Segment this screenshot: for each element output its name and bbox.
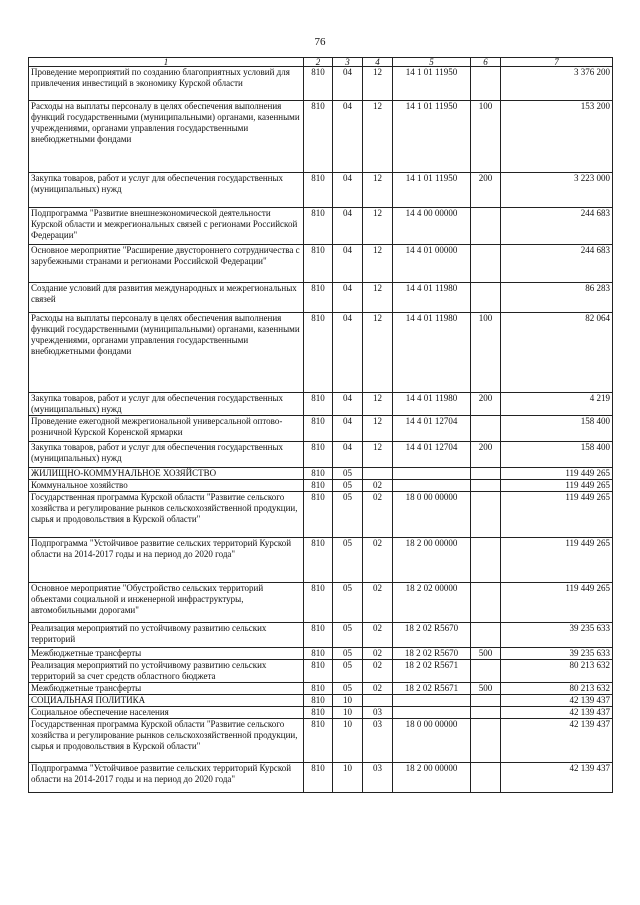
amount: 244 683 <box>501 208 613 245</box>
table-row <box>29 416 613 442</box>
expense-type-code <box>471 480 501 492</box>
row-name: Закупка товаров, работ и услуг для обеспечения государственных (муниципальных) нужд <box>29 173 304 208</box>
expense-type-code <box>471 468 501 480</box>
row-name: Государственная программа Курской области "Развитие сельского хозяйства и регулирование рынков сельскохозяйственной продукции, сырья и продовольствия в Курской области" <box>29 492 304 538</box>
table-row <box>29 683 613 695</box>
expense-type-code <box>471 416 501 442</box>
target-article-code: 18 2 02 R5670 <box>393 648 471 660</box>
target-article-code: 18 2 02 R5671 <box>393 683 471 695</box>
ministry-code: 810 <box>304 468 333 480</box>
subsection-code: 12 <box>363 245 393 283</box>
section-code: 04 <box>333 101 363 173</box>
section-code: 05 <box>333 660 363 683</box>
table-row <box>29 283 613 313</box>
subsection-code: 03 <box>363 763 393 793</box>
ministry-code: 810 <box>304 660 333 683</box>
expense-type-code: 500 <box>471 648 501 660</box>
table-row <box>29 313 613 393</box>
table-row <box>29 695 613 707</box>
ministry-code: 810 <box>304 416 333 442</box>
subsection-code: 02 <box>363 683 393 695</box>
ministry-code: 810 <box>304 313 333 393</box>
section-code: 05 <box>333 538 363 583</box>
ministry-code: 810 <box>304 208 333 245</box>
section-code: 05 <box>333 480 363 492</box>
expense-type-code <box>471 283 501 313</box>
row-name: Реализация мероприятий по устойчивому развитию сельских территорий за счет средств областного бюджета <box>29 660 304 683</box>
subsection-code: 02 <box>363 623 393 648</box>
amount: 158 400 <box>501 442 613 468</box>
ministry-code: 810 <box>304 442 333 468</box>
target-article-code: 18 2 00 00000 <box>393 763 471 793</box>
subsection-code: 02 <box>363 648 393 660</box>
column-header: 5 <box>393 58 471 67</box>
target-article-code <box>393 480 471 492</box>
subsection-code: 02 <box>363 480 393 492</box>
subsection-code <box>363 468 393 480</box>
subsection-code: 12 <box>363 283 393 313</box>
target-article-code <box>393 468 471 480</box>
section-code: 04 <box>333 173 363 208</box>
column-header: 7 <box>501 58 613 67</box>
table-row <box>29 583 613 623</box>
target-article-code: 18 2 02 R5671 <box>393 660 471 683</box>
target-article-code <box>393 707 471 719</box>
table-row <box>29 468 613 480</box>
subsection-code: 12 <box>363 393 393 416</box>
table-row <box>29 245 613 283</box>
row-name: Проведение мероприятий по созданию благоприятных условий для привлечения инвестиций в экономику Курской области <box>29 67 304 101</box>
target-article-code: 14 4 01 00000 <box>393 245 471 283</box>
expense-type-code: 500 <box>471 683 501 695</box>
row-name: Реализация мероприятий по устойчивому развитию сельских территорий <box>29 623 304 648</box>
expense-type-code <box>471 67 501 101</box>
expense-type-code <box>471 208 501 245</box>
column-number-row <box>29 58 613 67</box>
expense-type-code: 200 <box>471 173 501 208</box>
ministry-code: 810 <box>304 283 333 313</box>
amount: 42 139 437 <box>501 763 613 793</box>
table-row <box>29 719 613 763</box>
subsection-code: 12 <box>363 208 393 245</box>
amount: 42 139 437 <box>501 695 613 707</box>
section-code: 05 <box>333 468 363 480</box>
section-code: 05 <box>333 648 363 660</box>
amount: 39 235 633 <box>501 648 613 660</box>
row-name: Создание условий для развития международных и межрегиональных связей <box>29 283 304 313</box>
ministry-code: 810 <box>304 763 333 793</box>
subsection-code: 02 <box>363 660 393 683</box>
subsection-code: 12 <box>363 416 393 442</box>
subsection-code: 03 <box>363 719 393 763</box>
ministry-code: 810 <box>304 393 333 416</box>
section-code: 04 <box>333 442 363 468</box>
section-code: 04 <box>333 245 363 283</box>
row-name: Расходы на выплаты персоналу в целях обеспечения выполнения функций государственными (муниципальными) органами, казенными учреждениями, органами управления государственными внебюджетными фондами <box>29 101 304 173</box>
row-name: Проведение ежегодной межрегиональной универсальной оптово-розничной Курской Коренской ярмарки <box>29 416 304 442</box>
expense-type-code <box>471 623 501 648</box>
expense-type-code <box>471 763 501 793</box>
subsection-code: 02 <box>363 492 393 538</box>
target-article-code: 14 4 01 11980 <box>393 283 471 313</box>
page-number: 76 <box>314 36 326 48</box>
expense-type-code <box>471 492 501 538</box>
amount: 119 449 265 <box>501 468 613 480</box>
row-name: СОЦИАЛЬНАЯ ПОЛИТИКА <box>29 695 304 707</box>
row-name: Коммунальное хозяйство <box>29 480 304 492</box>
amount: 119 449 265 <box>501 538 613 583</box>
expense-type-code <box>471 660 501 683</box>
target-article-code: 14 1 01 11950 <box>393 173 471 208</box>
amount: 153 200 <box>501 101 613 173</box>
row-name: Межбюджетные трансферты <box>29 683 304 695</box>
column-header: 4 <box>363 58 393 67</box>
section-code: 10 <box>333 707 363 719</box>
expense-type-code: 100 <box>471 101 501 173</box>
section-code: 04 <box>333 416 363 442</box>
target-article-code: 14 1 01 11950 <box>393 101 471 173</box>
amount: 86 283 <box>501 283 613 313</box>
amount: 80 213 632 <box>501 683 613 695</box>
amount: 42 139 437 <box>501 707 613 719</box>
row-name: Расходы на выплаты персоналу в целях обеспечения выполнения функций государственными (муниципальными) органами, казенными учреждениями, органами управления государственными внебюджетными фондами <box>29 313 304 393</box>
section-code: 04 <box>333 313 363 393</box>
table-row <box>29 173 613 208</box>
target-article-code: 14 4 01 11980 <box>393 313 471 393</box>
column-header: 3 <box>333 58 363 67</box>
target-article-code: 14 1 01 11950 <box>393 67 471 101</box>
amount: 119 449 265 <box>501 583 613 623</box>
section-code: 05 <box>333 623 363 648</box>
expense-type-code <box>471 538 501 583</box>
ministry-code: 810 <box>304 101 333 173</box>
target-article-code: 14 4 01 12704 <box>393 442 471 468</box>
budget-table <box>28 57 613 793</box>
table-row <box>29 101 613 173</box>
row-name: Подпрограмма "Развитие внешнеэкономической деятельности Курской области и межрегиональных связей с регионами Российской Федерации" <box>29 208 304 245</box>
ministry-code: 810 <box>304 695 333 707</box>
row-name: Подпрограмма "Устойчивое развитие сельских территорий Курской области на 2014-2017 годы и на период до 2020 года" <box>29 763 304 793</box>
expense-type-code: 200 <box>471 393 501 416</box>
amount: 119 449 265 <box>501 480 613 492</box>
row-name: Основное мероприятие "Расширение двустороннего сотрудничества с зарубежными странами и регионами Российской Федерации" <box>29 245 304 283</box>
subsection-code: 03 <box>363 707 393 719</box>
ministry-code: 810 <box>304 538 333 583</box>
ministry-code: 810 <box>304 648 333 660</box>
expense-type-code <box>471 719 501 763</box>
row-name: ЖИЛИЩНО-КОММУНАЛЬНОЕ ХОЗЯЙСТВО <box>29 468 304 480</box>
subsection-code: 12 <box>363 101 393 173</box>
expense-type-code <box>471 695 501 707</box>
row-name: Закупка товаров, работ и услуг для обеспечения государственных (муниципальных) нужд <box>29 442 304 468</box>
table-row <box>29 393 613 416</box>
section-code: 04 <box>333 208 363 245</box>
amount: 82 064 <box>501 313 613 393</box>
row-name: Межбюджетные трансферты <box>29 648 304 660</box>
target-article-code: 18 0 00 00000 <box>393 719 471 763</box>
subsection-code <box>363 695 393 707</box>
amount: 244 683 <box>501 245 613 283</box>
ministry-code: 810 <box>304 683 333 695</box>
subsection-code: 12 <box>363 173 393 208</box>
target-article-code: 18 2 02 00000 <box>393 583 471 623</box>
amount: 119 449 265 <box>501 492 613 538</box>
ministry-code: 810 <box>304 173 333 208</box>
target-article-code: 14 4 01 11980 <box>393 393 471 416</box>
expense-type-code: 200 <box>471 442 501 468</box>
section-code: 10 <box>333 695 363 707</box>
table-row <box>29 763 613 793</box>
column-header: 6 <box>471 58 501 67</box>
section-code: 04 <box>333 393 363 416</box>
subsection-code: 12 <box>363 442 393 468</box>
expense-type-code: 100 <box>471 313 501 393</box>
ministry-code: 810 <box>304 245 333 283</box>
expense-type-code <box>471 245 501 283</box>
ministry-code: 810 <box>304 492 333 538</box>
subsection-code: 12 <box>363 313 393 393</box>
table-row <box>29 67 613 101</box>
column-header: 2 <box>304 58 333 67</box>
ministry-code: 810 <box>304 480 333 492</box>
expense-type-code <box>471 583 501 623</box>
amount: 80 213 632 <box>501 660 613 683</box>
amount: 42 139 437 <box>501 719 613 763</box>
section-code: 05 <box>333 583 363 623</box>
amount: 39 235 633 <box>501 623 613 648</box>
table-row <box>29 480 613 492</box>
ministry-code: 810 <box>304 623 333 648</box>
table-row <box>29 538 613 583</box>
row-name: Социальное обеспечение населения <box>29 707 304 719</box>
amount: 158 400 <box>501 416 613 442</box>
section-code: 10 <box>333 763 363 793</box>
ministry-code: 810 <box>304 707 333 719</box>
expense-type-code <box>471 707 501 719</box>
target-article-code <box>393 695 471 707</box>
section-code: 05 <box>333 492 363 538</box>
section-code: 04 <box>333 283 363 313</box>
target-article-code: 14 4 00 00000 <box>393 208 471 245</box>
amount: 3 376 200 <box>501 67 613 101</box>
ministry-code: 810 <box>304 719 333 763</box>
section-code: 04 <box>333 67 363 101</box>
row-name: Закупка товаров, работ и услуг для обеспечения государственных (муниципальных) нужд <box>29 393 304 416</box>
table-row <box>29 660 613 683</box>
ministry-code: 810 <box>304 583 333 623</box>
subsection-code: 12 <box>363 67 393 101</box>
section-code: 05 <box>333 683 363 695</box>
target-article-code: 18 0 00 00000 <box>393 492 471 538</box>
subsection-code: 02 <box>363 583 393 623</box>
table-row <box>29 623 613 648</box>
table-row <box>29 492 613 538</box>
row-name: Основное мероприятие "Обустройство сельских территорий объектами социальной и инженерной инфраструктуры, автомобильными дорогами" <box>29 583 304 623</box>
amount: 4 219 <box>501 393 613 416</box>
row-name: Подпрограмма "Устойчивое развитие сельских территорий Курской области на 2014-2017 годы и на период до 2020 года" <box>29 538 304 583</box>
target-article-code: 14 4 01 12704 <box>393 416 471 442</box>
row-name: Государственная программа Курской области "Развитие сельского хозяйства и регулирование рынков сельскохозяйственной продукции, сырья и продовольствия в Курской области" <box>29 719 304 763</box>
target-article-code: 18 2 02 R5670 <box>393 623 471 648</box>
ministry-code: 810 <box>304 67 333 101</box>
table-row <box>29 208 613 245</box>
table-row <box>29 707 613 719</box>
amount: 3 223 000 <box>501 173 613 208</box>
table-row <box>29 648 613 660</box>
table-row <box>29 442 613 468</box>
table-body <box>29 67 613 793</box>
subsection-code: 02 <box>363 538 393 583</box>
section-code: 10 <box>333 719 363 763</box>
column-header: 1 <box>29 58 304 67</box>
target-article-code: 18 2 00 00000 <box>393 538 471 583</box>
